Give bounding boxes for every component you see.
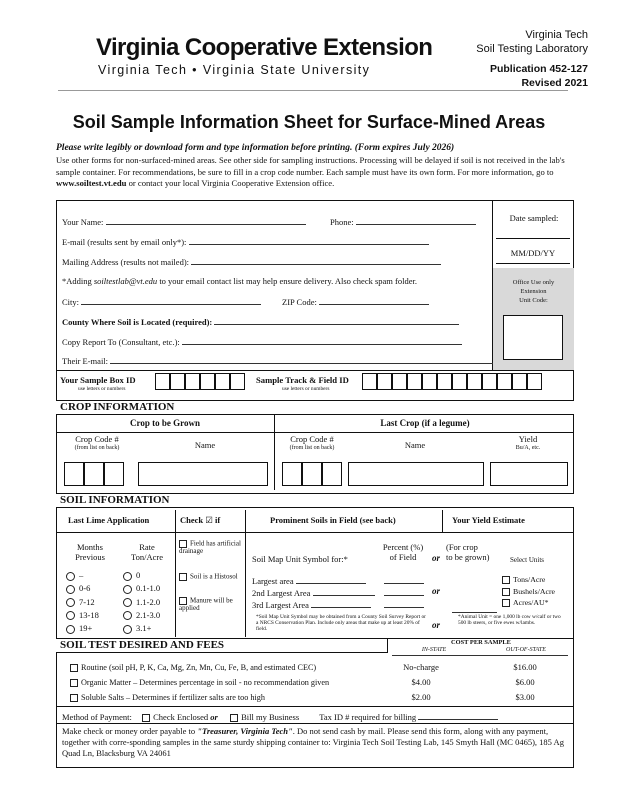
yield-units: Bu/A, etc. xyxy=(515,445,541,451)
mailing-field[interactable] xyxy=(62,256,441,267)
office-use-text xyxy=(495,278,572,305)
percent-label: Percent (%) xyxy=(382,542,424,552)
tests-section-header: SOIL TEST DESIRED AND FEES xyxy=(56,638,388,653)
rate-option[interactable]: 0 xyxy=(123,569,160,582)
yield-label: Yield xyxy=(518,434,538,444)
months-header xyxy=(60,542,120,562)
last-code-cells[interactable] xyxy=(282,462,342,491)
crop-to-grow-header: Crop to be Grown xyxy=(130,418,200,428)
rate-option[interactable]: 3.1+ xyxy=(123,622,160,635)
rate-options[interactable] xyxy=(123,569,160,635)
phone-field[interactable] xyxy=(330,216,476,227)
areas-list xyxy=(252,575,375,611)
footer-b: . Do not send cash by mail. Please send this form, along with any payment, together with corre-sponding samples in the same sturdy shipping container to: Virginia Tech Soil Testing Lab, 145 Smyth Hall (MC 0465), 185 Ag Quad Ln, Blacksburg VA 24061 xyxy=(62,726,564,758)
org-title: Virginia Cooperative Extension xyxy=(96,34,433,61)
lab-line1: Virginia Tech xyxy=(525,29,588,41)
box-id-hint: use letters or numbers xyxy=(78,386,126,392)
last-name-input[interactable] xyxy=(348,462,484,486)
crop-note-1: (For crop xyxy=(446,542,478,552)
yield-input[interactable] xyxy=(490,462,568,486)
mailing-label: Mailing Address (results not mailed): xyxy=(62,257,190,267)
org-subtitle: Virginia Tech • Virginia State University xyxy=(98,63,371,77)
office-line1: Office Use only xyxy=(512,279,555,286)
office-line3: Unit Code: xyxy=(519,297,548,304)
soil-divider-3 xyxy=(442,510,443,532)
payment-top-line xyxy=(56,706,574,707)
email-label: E-mail (results sent by email only*): xyxy=(62,237,187,247)
email-field[interactable] xyxy=(62,236,429,247)
check-header xyxy=(180,515,220,526)
soil-divider-1 xyxy=(175,510,176,637)
crop-code-cells[interactable] xyxy=(64,462,124,491)
last-code-label: Crop Code # xyxy=(290,434,334,444)
box-id-label: Your Sample Box ID xyxy=(60,375,136,385)
manure-option[interactable]: Manure will be applied xyxy=(179,596,233,613)
crop-section-header: CROP INFORMATION xyxy=(56,400,574,415)
percent-header xyxy=(378,542,428,562)
payment-row xyxy=(62,711,498,722)
percent-inputs[interactable] xyxy=(384,575,424,611)
tax-id-label: Tax ID # required for billing xyxy=(319,712,417,722)
prominent-soils-header: Prominent Soils in Field (see back) xyxy=(270,515,396,525)
page-title: Soil Sample Information Sheet for Surface-Mined Areas xyxy=(72,112,546,132)
rate-option[interactable]: 1.1-2.0 xyxy=(123,596,160,609)
crop-code-label: Crop Code # xyxy=(75,434,119,444)
map-unit-note: *Soil Map Unit Symbol may be obtained from a County Soil Survey Report or a NRCS Conservation Plan. Include only areas that make up at least 20% of field. xyxy=(256,614,426,633)
in-state-header: IN-STATE xyxy=(421,647,447,653)
last-code-header xyxy=(278,435,346,453)
percent-label2: of Field xyxy=(389,552,417,562)
county-label: County Where Soil is Located (required): xyxy=(62,317,213,327)
rate-label2: Ton/Acre xyxy=(131,552,163,562)
crop-code-hint: (from list on back) xyxy=(74,445,120,451)
yield-estimate-header: Your Yield Estimate xyxy=(452,515,525,525)
or-3: or xyxy=(432,620,441,630)
rate-label: Rate xyxy=(139,542,155,552)
footer-a: Make check or money order payable to xyxy=(62,726,198,736)
unit-option[interactable]: Acres/AU* xyxy=(502,597,555,609)
months-option[interactable]: 0-6 xyxy=(66,582,99,595)
note-a: *Adding xyxy=(62,276,94,286)
price-in-routine: No-charge xyxy=(403,662,439,672)
test-organic-matter[interactable]: Organic Matter – Determines percentage in soil - no recommendation given xyxy=(70,675,329,690)
yield-header xyxy=(488,435,568,453)
unit-option[interactable]: Bushels/Acre xyxy=(502,586,555,598)
copy-label: Copy Report To (Consultant, etc.): xyxy=(62,337,180,347)
months-options[interactable] xyxy=(66,569,99,635)
unit-option[interactable]: Tons/Acre xyxy=(502,574,555,586)
payment-bottom-line xyxy=(56,723,574,724)
crop-sub-line xyxy=(56,432,574,433)
in-state-prices xyxy=(392,660,450,705)
animal-unit-note: *Animal Unit = one 1,000 lb cow w/calf or two 500 lb steers, or five ewes w/lambs. xyxy=(458,614,561,627)
select-units-label: Select Units xyxy=(510,556,545,564)
lab-info xyxy=(476,28,588,90)
track-id-hint: use letters or numbers xyxy=(282,386,330,392)
rate-option[interactable]: 0.1-1.0 xyxy=(123,582,160,595)
track-id-label: Sample Track & Field ID xyxy=(256,375,349,385)
months-label2: Previous xyxy=(75,552,105,562)
cost-header: COST PER SAMPLE xyxy=(451,639,511,646)
tax-id-input[interactable] xyxy=(418,711,498,720)
price-out-salts: $3.00 xyxy=(515,692,535,702)
cost-sub-line xyxy=(392,655,568,656)
bill-business-option[interactable]: Bill my Business xyxy=(230,712,299,722)
test-soluble-salts[interactable]: Soluble Salts – Determines if fertilizer salts are too high xyxy=(70,690,329,705)
box-id-cells[interactable] xyxy=(155,373,245,395)
months-option[interactable]: 7-12 xyxy=(66,596,99,609)
date-sampled-label: Date sampled: xyxy=(509,213,559,223)
out-state-prices xyxy=(496,660,554,705)
soil-divider-2 xyxy=(245,510,246,637)
instructions-text-a: Use other forms for non-surfaced-mined areas. See other side for sampling instructions. Processing will be delayed if soil is not received in the lab's sample container. For recommendations, be sure to fill in a crop code number. Each sample must have its own form. For more information, go to xyxy=(56,155,565,177)
units-options[interactable] xyxy=(502,574,555,609)
months-option[interactable]: 19+ xyxy=(66,622,99,635)
months-option[interactable]: – xyxy=(66,569,99,582)
soil-section-header: SOIL INFORMATION xyxy=(56,493,574,508)
header-divider xyxy=(58,90,568,91)
price-out-om: $6.00 xyxy=(515,677,535,687)
instructions-text xyxy=(56,155,576,190)
or-2: or xyxy=(432,586,441,596)
crop-note-2: to be grown) xyxy=(446,552,490,562)
phone-label: Phone: xyxy=(330,217,354,227)
last-code-hint: (from list on back) xyxy=(289,445,335,451)
payment-instructions xyxy=(62,726,570,759)
rate-option[interactable]: 2.1-3.0 xyxy=(123,609,160,622)
name-label: Your Name: xyxy=(62,217,104,227)
crop-code-header xyxy=(58,435,136,453)
check-enclosed-option[interactable]: Check Enclosed xyxy=(142,712,208,722)
payment-or: or xyxy=(210,712,218,722)
check-label: Check xyxy=(180,515,204,525)
lab-line2: Soil Testing Laboratory xyxy=(476,43,588,55)
second-area[interactable]: 2nd Largest Area xyxy=(252,587,375,599)
website-link[interactable]: www.soiltest.vt.edu xyxy=(56,178,127,188)
soil-sub-line xyxy=(56,532,574,533)
name-field[interactable] xyxy=(62,216,306,227)
instructions-text-b: or contact your local Virginia Cooperative Extension office. xyxy=(126,178,335,188)
histosol-option[interactable]: Soil is a Histosol xyxy=(179,573,243,581)
id-row-top xyxy=(56,370,574,371)
their-email-field[interactable] xyxy=(62,355,510,366)
crop-name-input[interactable] xyxy=(138,462,268,486)
zip-label: ZIP Code: xyxy=(282,297,317,307)
months-option[interactable]: 13-18 xyxy=(66,609,99,622)
tests-list xyxy=(70,660,329,705)
price-out-routine: $16.00 xyxy=(513,662,537,672)
their-email-label: Their E-mail: xyxy=(62,356,109,366)
office-unit-code-input[interactable] xyxy=(503,315,563,360)
note-b: to your email contact list may help ensure delivery. Also check spam folder. xyxy=(157,276,417,286)
publication-number: Publication 452-127 xyxy=(489,63,588,75)
rate-header xyxy=(117,542,177,562)
months-label: Months xyxy=(77,542,103,552)
test-routine[interactable]: Routine (soil pH, P, K, Ca, Mg, Zn, Mn, Cu, Fe, B, and estimated CEC) xyxy=(70,660,329,675)
check-if: if xyxy=(215,515,221,525)
map-unit-label: Soil Map Unit Symbol for:* xyxy=(252,554,348,564)
crop-to-grow-note xyxy=(446,542,489,562)
crop-divider xyxy=(274,415,275,490)
last-name-header: Name xyxy=(404,440,426,450)
email-note xyxy=(62,276,417,286)
largest-area[interactable]: Largest area xyxy=(252,575,375,587)
city-field[interactable] xyxy=(62,296,261,307)
lime-header: Last Lime Application xyxy=(68,515,150,525)
track-id-cells[interactable] xyxy=(362,373,542,395)
revised-date: Revised 2021 xyxy=(521,77,588,89)
county-field[interactable] xyxy=(62,316,459,327)
payee: "Treasurer, Virginia Tech" xyxy=(197,726,293,736)
drainage-option[interactable]: Field has artificial drainage xyxy=(179,539,241,556)
date-sampled-input[interactable]: MM/DD/YY xyxy=(496,238,570,264)
lab-email: soiltestlab@vt.edu xyxy=(93,276,158,286)
office-line2: Extension xyxy=(520,288,547,295)
city-label: City: xyxy=(62,297,80,307)
instructions-emphasis: Please write legibly or download form and type information before printing. (Form expires July 2026) xyxy=(56,143,455,153)
or-1: or xyxy=(432,553,441,563)
out-state-header: OUT-OF-STATE xyxy=(506,647,546,653)
copy-report-field[interactable] xyxy=(62,336,462,347)
payment-label: Method of Payment: xyxy=(62,712,132,722)
crop-name-header: Name xyxy=(194,440,216,450)
zip-field[interactable] xyxy=(282,296,429,307)
price-in-om: $4.00 xyxy=(411,677,431,687)
check-mark-icon: ☑ xyxy=(205,515,213,525)
third-area[interactable]: 3rd Largest Area xyxy=(252,599,375,611)
last-crop-header: Last Crop (if a legume) xyxy=(380,418,470,428)
price-in-salts: $2.00 xyxy=(411,692,431,702)
